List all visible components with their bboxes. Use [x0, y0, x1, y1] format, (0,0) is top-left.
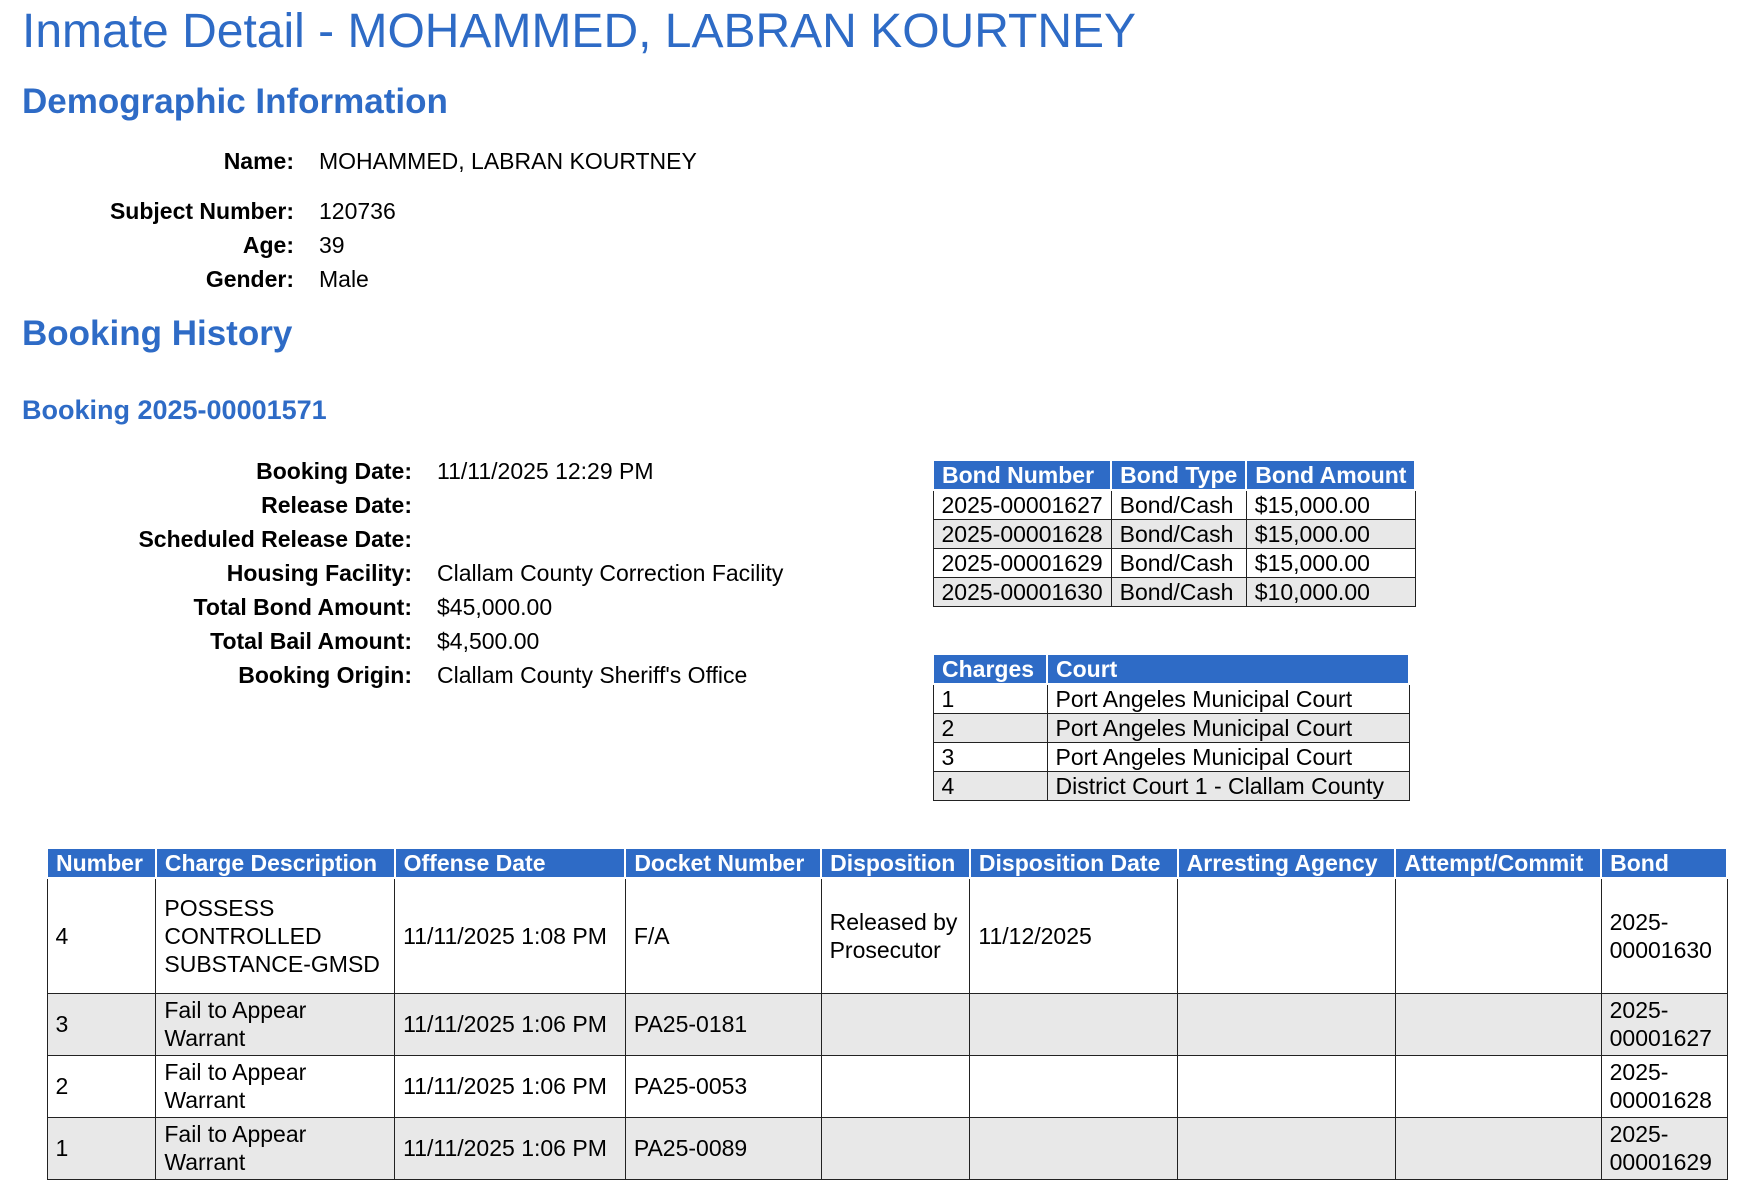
booking-history-heading: Booking History	[22, 314, 293, 353]
field-label-gender: Gender:	[205, 266, 294, 292]
charge-description-cell: Fail to Appear Warrant	[156, 1117, 395, 1179]
disposition-date-cell	[970, 1055, 1178, 1117]
disposition-cell	[821, 1117, 970, 1179]
column-header: Offense Date	[395, 848, 626, 878]
bond-type-cell: Bond/Cash	[1111, 490, 1246, 520]
charge-description-cell: Fail to Appear Warrant	[156, 1055, 395, 1117]
court-cell: Port Angeles Municipal Court	[1047, 743, 1409, 772]
disposition-cell	[821, 1055, 970, 1117]
field-label-scheduled-release-date: Scheduled Release Date:	[138, 526, 412, 552]
charge-number-cell: 2	[47, 1055, 156, 1117]
charges-header-row	[47, 848, 1727, 878]
field-value-total-bail-amount: $4,500.00	[437, 628, 540, 654]
disposition-date-cell: 11/12/2025	[970, 878, 1178, 993]
field-label-subject-number: Subject Number:	[109, 198, 294, 224]
charge-number-cell: 3	[47, 993, 156, 1055]
arresting-agency-cell	[1178, 1117, 1396, 1179]
column-header: Bond Type	[1111, 460, 1246, 490]
column-header: Bond	[1601, 848, 1727, 878]
bonds-table	[932, 459, 1416, 607]
charge-number-cell: 2	[933, 714, 1047, 743]
field-value-total-bond-amount: $45,000.00	[437, 594, 553, 620]
field-value-age: 39	[319, 232, 345, 258]
table-row	[933, 490, 1415, 520]
table-row	[933, 714, 1409, 743]
field-value-booking-origin: Clallam County Sheriff's Office	[437, 662, 748, 688]
column-header: Charge Description	[156, 848, 395, 878]
column-header: Docket Number	[625, 848, 821, 878]
column-header: Bond Number	[933, 460, 1111, 490]
bond-number-cell: 2025-00001627	[933, 490, 1111, 520]
table-row	[933, 578, 1415, 607]
table-row	[47, 993, 1727, 1055]
table-row	[47, 878, 1727, 993]
offense-date-cell: 11/11/2025 1:06 PM	[395, 1117, 626, 1179]
table-row	[933, 772, 1409, 801]
field-label-housing-facility: Housing Facility:	[226, 560, 412, 586]
field-label-total-bail-amount: Total Bail Amount:	[210, 628, 412, 654]
court-cell: Port Angeles Municipal Court	[1047, 684, 1409, 714]
page-title: Inmate Detail - MOHAMMED, LABRAN KOURTNEY	[22, 5, 1137, 58]
offense-date-cell: 11/11/2025 1:08 PM	[395, 878, 626, 993]
disposition-cell	[821, 993, 970, 1055]
field-value-name: MOHAMMED, LABRAN KOURTNEY	[319, 148, 697, 174]
attempt-commit-cell	[1395, 878, 1601, 993]
table-row	[47, 1117, 1727, 1179]
column-header: Charges	[933, 654, 1047, 684]
bond-cell: 2025-00001630	[1601, 878, 1727, 993]
demographics-heading: Demographic Information	[22, 82, 448, 121]
disposition-date-cell	[970, 1117, 1178, 1179]
charge-description-cell: POSSESS CONTROLLED SUBSTANCE-GMSD	[156, 878, 395, 993]
disposition-cell: Released by Prosecutor	[821, 878, 970, 993]
court-cell: Port Angeles Municipal Court	[1047, 714, 1409, 743]
offense-date-cell: 11/11/2025 1:06 PM	[395, 1055, 626, 1117]
field-value-subject-number: 120736	[319, 198, 396, 224]
bond-cell: 2025-00001629	[1601, 1117, 1727, 1179]
table-row	[47, 1055, 1727, 1117]
table-row	[933, 743, 1409, 772]
charge-number-cell: 4	[933, 772, 1047, 801]
column-header: Attempt/Commit	[1395, 848, 1601, 878]
attempt-commit-cell	[1395, 1117, 1601, 1179]
table-row	[933, 684, 1409, 714]
bond-type-cell: Bond/Cash	[1111, 520, 1246, 549]
bond-type-cell: Bond/Cash	[1111, 549, 1246, 578]
charge-number-cell: 3	[933, 743, 1047, 772]
field-label-total-bond-amount: Total Bond Amount:	[193, 594, 412, 620]
field-label-name: Name:	[223, 148, 294, 174]
charge-description-cell: Fail to Appear Warrant	[156, 993, 395, 1055]
bond-amount-cell: $15,000.00	[1246, 549, 1415, 578]
docket-number-cell: PA25-0089	[625, 1117, 821, 1179]
docket-number-cell: PA25-0181	[625, 993, 821, 1055]
arresting-agency-cell	[1178, 878, 1396, 993]
bond-amount-cell: $10,000.00	[1246, 578, 1415, 607]
docket-number-cell: F/A	[625, 878, 821, 993]
bond-number-cell: 2025-00001628	[933, 520, 1111, 549]
field-label-release-date: Release Date:	[261, 492, 412, 518]
attempt-commit-cell	[1395, 1055, 1601, 1117]
attempt-commit-cell	[1395, 993, 1601, 1055]
field-value-booking-date: 11/11/2025 12:29 PM	[437, 458, 654, 484]
disposition-date-cell	[970, 993, 1178, 1055]
field-label-booking-origin: Booking Origin:	[238, 662, 412, 688]
docket-number-cell: PA25-0053	[625, 1055, 821, 1117]
court-cell: District Court 1 - Clallam County	[1047, 772, 1409, 801]
bond-type-cell: Bond/Cash	[1111, 578, 1246, 607]
field-label-age: Age:	[242, 232, 294, 258]
booking-title: Booking 2025-00001571	[22, 395, 327, 425]
column-header: Bond Amount	[1246, 460, 1415, 490]
arresting-agency-cell	[1178, 993, 1396, 1055]
field-value-housing-facility: Clallam County Correction Facility	[437, 560, 784, 586]
offense-date-cell: 11/11/2025 1:06 PM	[395, 993, 626, 1055]
bond-cell: 2025-00001628	[1601, 1055, 1727, 1117]
field-value-gender: Male	[319, 266, 369, 292]
bonds-header-row	[933, 460, 1415, 490]
charge-number-cell: 1	[47, 1117, 156, 1179]
courts-header-row	[933, 654, 1409, 684]
field-label-booking-date: Booking Date:	[256, 458, 412, 484]
courts-table	[932, 653, 1410, 801]
column-header: Disposition Date	[970, 848, 1178, 878]
column-header: Disposition	[821, 848, 970, 878]
arresting-agency-cell	[1178, 1055, 1396, 1117]
column-header: Number	[47, 848, 156, 878]
table-row	[933, 520, 1415, 549]
bond-cell: 2025-00001627	[1601, 993, 1727, 1055]
bond-number-cell: 2025-00001630	[933, 578, 1111, 607]
column-header: Arresting Agency	[1178, 848, 1396, 878]
table-row	[933, 549, 1415, 578]
column-header: Court	[1047, 654, 1409, 684]
charge-number-cell: 4	[47, 878, 156, 993]
bond-number-cell: 2025-00001629	[933, 549, 1111, 578]
bond-amount-cell: $15,000.00	[1246, 520, 1415, 549]
bond-amount-cell: $15,000.00	[1246, 490, 1415, 520]
charges-table	[46, 847, 1728, 1180]
charge-number-cell: 1	[933, 684, 1047, 714]
